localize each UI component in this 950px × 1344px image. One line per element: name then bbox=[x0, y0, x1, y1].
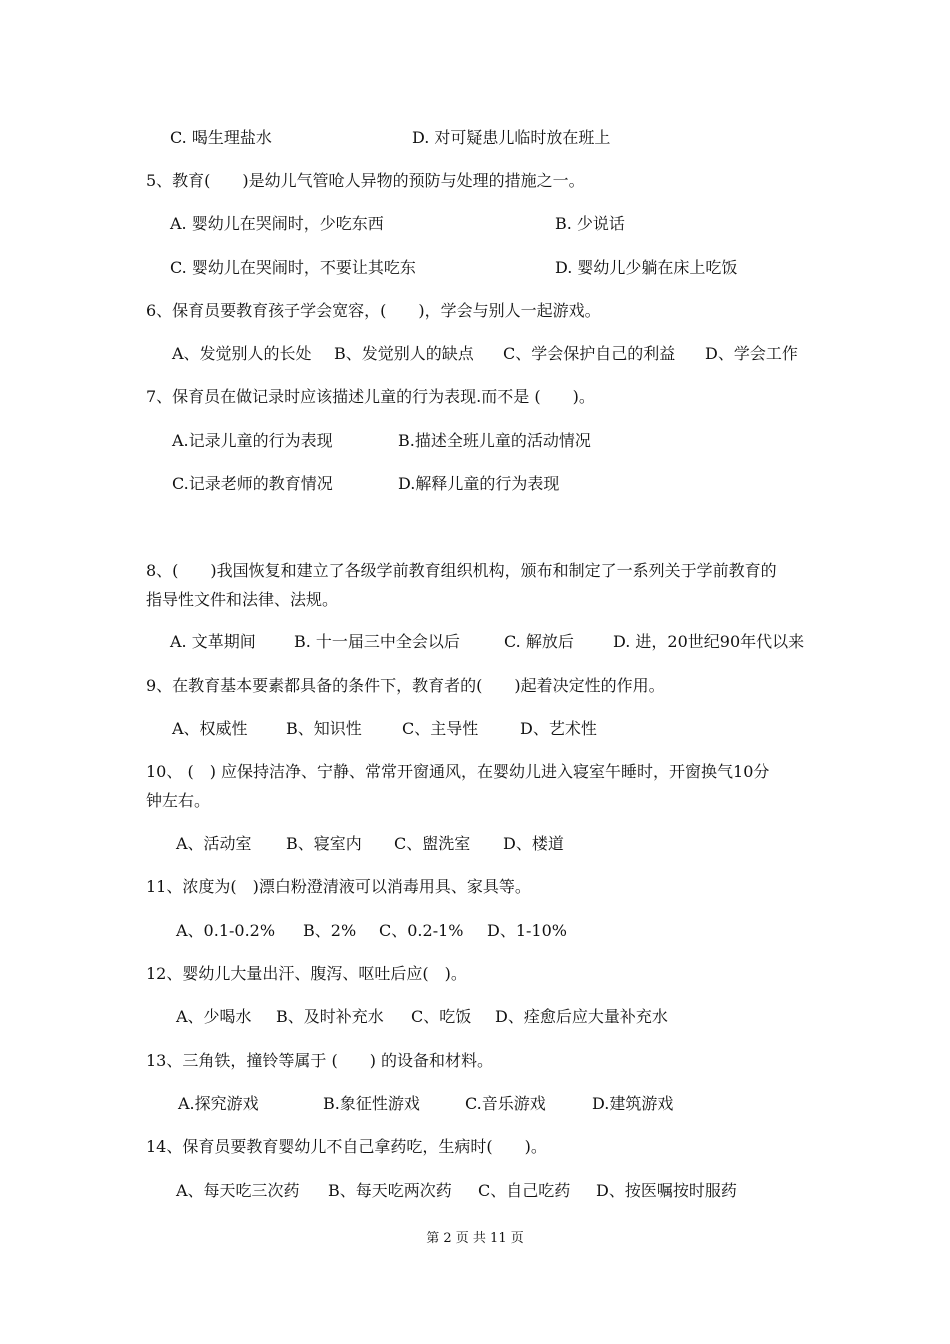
option-row bbox=[0, 1179, 950, 1203]
question-line bbox=[0, 1135, 950, 1159]
option-row bbox=[0, 717, 950, 741]
answer-option: A.记录儿童的行为表现 bbox=[172, 431, 333, 450]
answer-option: C、0.2-1% bbox=[379, 921, 464, 940]
page-footer: 第 2 页 共 11 页 bbox=[426, 1231, 524, 1246]
answer-option: A. 文革期间 bbox=[170, 632, 256, 651]
answer-option: D、艺术性 bbox=[520, 719, 597, 738]
question-line bbox=[0, 1049, 950, 1073]
answer-option: C、吃饭 bbox=[411, 1007, 472, 1026]
question-text: 指导性文件和法律、法规。 bbox=[146, 590, 339, 609]
question-text: 7、保育员在做记录时应该描述儿童的行为表现.而不是 ( )。 bbox=[146, 387, 595, 406]
answer-option: C、主导性 bbox=[402, 719, 479, 738]
answer-option: A、每天吃三次药 bbox=[176, 1181, 300, 1200]
question-text: 11、浓度为( )漂白粉澄清液可以消毒用具、家具等。 bbox=[146, 877, 531, 896]
answer-option: D.建筑游戏 bbox=[592, 1094, 674, 1113]
answer-option: B. 少说话 bbox=[555, 214, 625, 233]
answer-option: D. 进，20世纪90年代以来 bbox=[613, 632, 805, 651]
answer-option: A、少喝水 bbox=[176, 1007, 252, 1026]
answer-option: C.记录老师的教育情况 bbox=[172, 474, 333, 493]
option-row bbox=[0, 472, 950, 496]
question-text: 13、三角铁，撞铃等属于 ( ) 的设备和材料。 bbox=[146, 1051, 494, 1070]
question-line bbox=[0, 588, 950, 612]
answer-option: B、2% bbox=[303, 921, 357, 940]
answer-option: B、发觉别人的缺点 bbox=[334, 344, 474, 363]
answer-option: D. 对可疑患儿临时放在班上 bbox=[412, 128, 611, 147]
option-row bbox=[0, 1092, 950, 1116]
question-line bbox=[0, 385, 950, 409]
answer-option: C、盥洗室 bbox=[394, 834, 471, 853]
question-text: 14、保育员要教育婴幼儿不自己拿药吃，生病时( )。 bbox=[146, 1137, 547, 1156]
option-row bbox=[0, 429, 950, 453]
answer-option: D. 婴幼儿少躺在床上吃饭 bbox=[555, 258, 738, 277]
answer-option: B、及时补充水 bbox=[276, 1007, 384, 1026]
answer-option: C、学会保护自己的利益 bbox=[503, 344, 676, 363]
question-text: 12、婴幼儿大量出汗、腹泻、呕吐后应( )。 bbox=[146, 964, 467, 983]
answer-option: B.象征性游戏 bbox=[323, 1094, 420, 1113]
answer-option: C、自己吃药 bbox=[478, 1181, 571, 1200]
option-row bbox=[0, 919, 950, 943]
question-line bbox=[0, 559, 950, 583]
question-line bbox=[0, 875, 950, 899]
answer-option: A. 婴幼儿在哭闹时，少吃东西 bbox=[170, 214, 384, 233]
answer-option: D、楼道 bbox=[503, 834, 564, 853]
question-text: 9、在教育基本要素都具备的条件下，教育者的( )起着决定性的作用。 bbox=[146, 676, 665, 695]
answer-option: D.解释儿童的行为表现 bbox=[398, 474, 560, 493]
question-text: 5、教育( )是幼儿气管呛人异物的预防与处理的措施之一。 bbox=[146, 171, 585, 190]
answer-option: B、每天吃两次药 bbox=[328, 1181, 452, 1200]
option-row bbox=[0, 212, 950, 236]
answer-option: C. 解放后 bbox=[504, 632, 574, 651]
answer-option: D、1-10% bbox=[487, 921, 567, 940]
answer-option: C. 婴幼儿在哭闹时，不要让其吃东 bbox=[170, 258, 416, 277]
answer-option: A、0.1-0.2% bbox=[176, 921, 276, 940]
option-row bbox=[0, 630, 950, 654]
question-text: 8、( )我国恢复和建立了各级学前教育组织机构，颁布和制定了一系列关于学前教育的 bbox=[146, 561, 777, 580]
question-line bbox=[0, 962, 950, 986]
answer-option: B. 十一届三中全会以后 bbox=[294, 632, 460, 651]
option-row bbox=[0, 342, 950, 366]
answer-option: A、活动室 bbox=[176, 834, 252, 853]
answer-option: B、知识性 bbox=[286, 719, 362, 738]
option-row bbox=[0, 1005, 950, 1029]
answer-option: D、学会工作 bbox=[705, 344, 798, 363]
answer-option: D、痊愈后应大量补充水 bbox=[495, 1007, 668, 1026]
answer-option: D、按医嘱按时服药 bbox=[596, 1181, 737, 1200]
question-line bbox=[0, 674, 950, 698]
question-line bbox=[0, 789, 950, 813]
answer-option: B、寝室内 bbox=[286, 834, 362, 853]
question-text: 6、保育员要教育孩子学会宽容，( )，学会与别人一起游戏。 bbox=[146, 301, 601, 320]
question-line bbox=[0, 299, 950, 323]
question-line bbox=[0, 169, 950, 193]
answer-option: C. 喝生理盐水 bbox=[170, 128, 272, 147]
question-text: 钟左右。 bbox=[146, 791, 211, 810]
answer-option: C.音乐游戏 bbox=[465, 1094, 546, 1113]
option-row bbox=[0, 832, 950, 856]
question-text: 10、 ( ) 应保持洁净、宁静、常常开窗通风，在婴幼儿进入寝室午睡时，开窗换气10分 bbox=[146, 762, 770, 781]
answer-option: B.描述全班儿童的活动情况 bbox=[398, 431, 591, 450]
question-line bbox=[0, 760, 950, 784]
answer-option: A.探究游戏 bbox=[178, 1094, 259, 1113]
option-row bbox=[0, 256, 950, 280]
option-row bbox=[0, 126, 950, 150]
answer-option: A、权威性 bbox=[172, 719, 248, 738]
answer-option: A、发觉别人的长处 bbox=[172, 344, 312, 363]
